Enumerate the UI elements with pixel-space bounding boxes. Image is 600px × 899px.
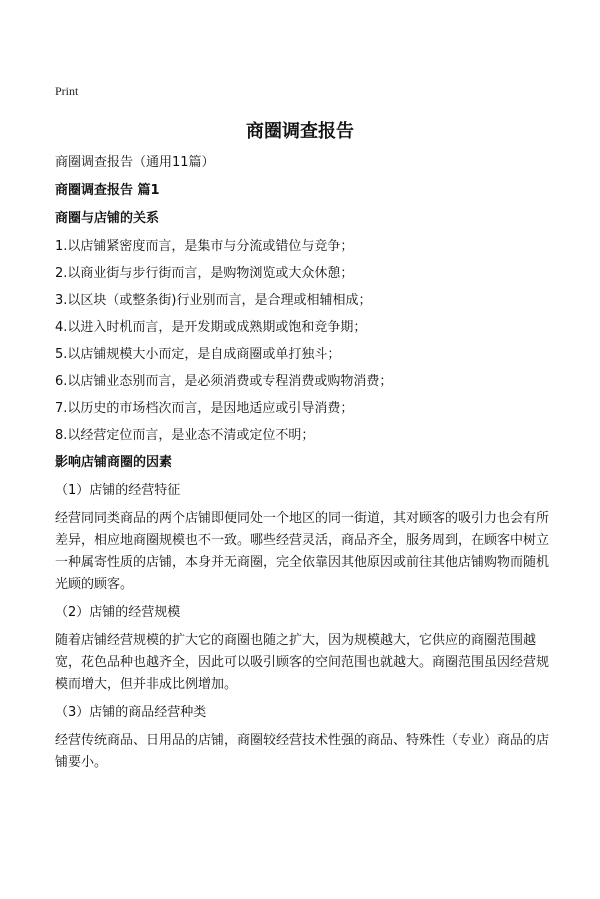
page-title: 商圈调查报告	[246, 121, 354, 142]
section-title: 商圈调查报告 篇1	[55, 183, 160, 198]
list-item: 8.以经营定位而言，是业态不清或定位不明；	[55, 428, 315, 443]
factor-label: （2）店铺的经营规模	[55, 605, 181, 620]
list-item: 3.以区块（或整条街)行业别而言，是合理或相辅相成；	[55, 293, 372, 308]
list-item: 4.以进入时机而言，是开发期或成熟期或饱和竞争期；	[55, 320, 367, 335]
heading-relations: 商圈与店铺的关系	[55, 211, 160, 226]
list-item: 2.以商业街与步行街而言，是购物浏览或大众休憩；	[55, 266, 354, 281]
factor-label: （1）店铺的经营特征	[55, 483, 181, 498]
article-subtitle: 商圈调查报告（通用11篇）	[55, 155, 215, 170]
print-link[interactable]: Print	[55, 84, 79, 98]
factor-paragraph: 经营传统商品、日用品的店铺，商圈较经营技术性强的商品、特殊性（专业）商品的店铺要小。	[55, 733, 550, 770]
relations-list	[55, 236, 555, 447]
list-item: 7.以历史的市场档次而言，是因地适应或引导消费；	[55, 401, 354, 416]
article-body	[55, 152, 555, 780]
list-item: 1.以店铺紧密度而言，是集市与分流或错位与竞争；	[55, 239, 354, 254]
factor-paragraph: 随着店铺经营规模的扩大它的商圈也随之扩大，因为规模越大，它供应的商圈范围越宽，花色品种也越齐全，因此可以吸引顾客的空间范围也就越大。商圈范围虽因经营规模而增大，但并非成比例增加。	[55, 633, 550, 692]
factor-paragraph: 经营同同类商品的两个店铺即便同处一个地区的同一街道，其对顾客的吸引力也会有所差异，相应地商圈规模也不一致。哪些经营灵活，商品齐全，服务周到，在顾客中树立一种属寄性质的店铺，本身并无商圈，完全依靠因其他原因或前往其他店铺购物而随机光顾的顾客。	[55, 511, 550, 592]
heading-factors: 影响店铺商圈的因素	[55, 455, 173, 470]
list-item: 6.以店铺业态别而言，是必须消费或专程消费或购物消费；	[55, 374, 393, 389]
list-item: 5.以店铺规模大小而定，是自成商圈或单打独斗；	[55, 347, 341, 362]
factor-label: （3）店铺的商品经营种类	[55, 705, 207, 720]
